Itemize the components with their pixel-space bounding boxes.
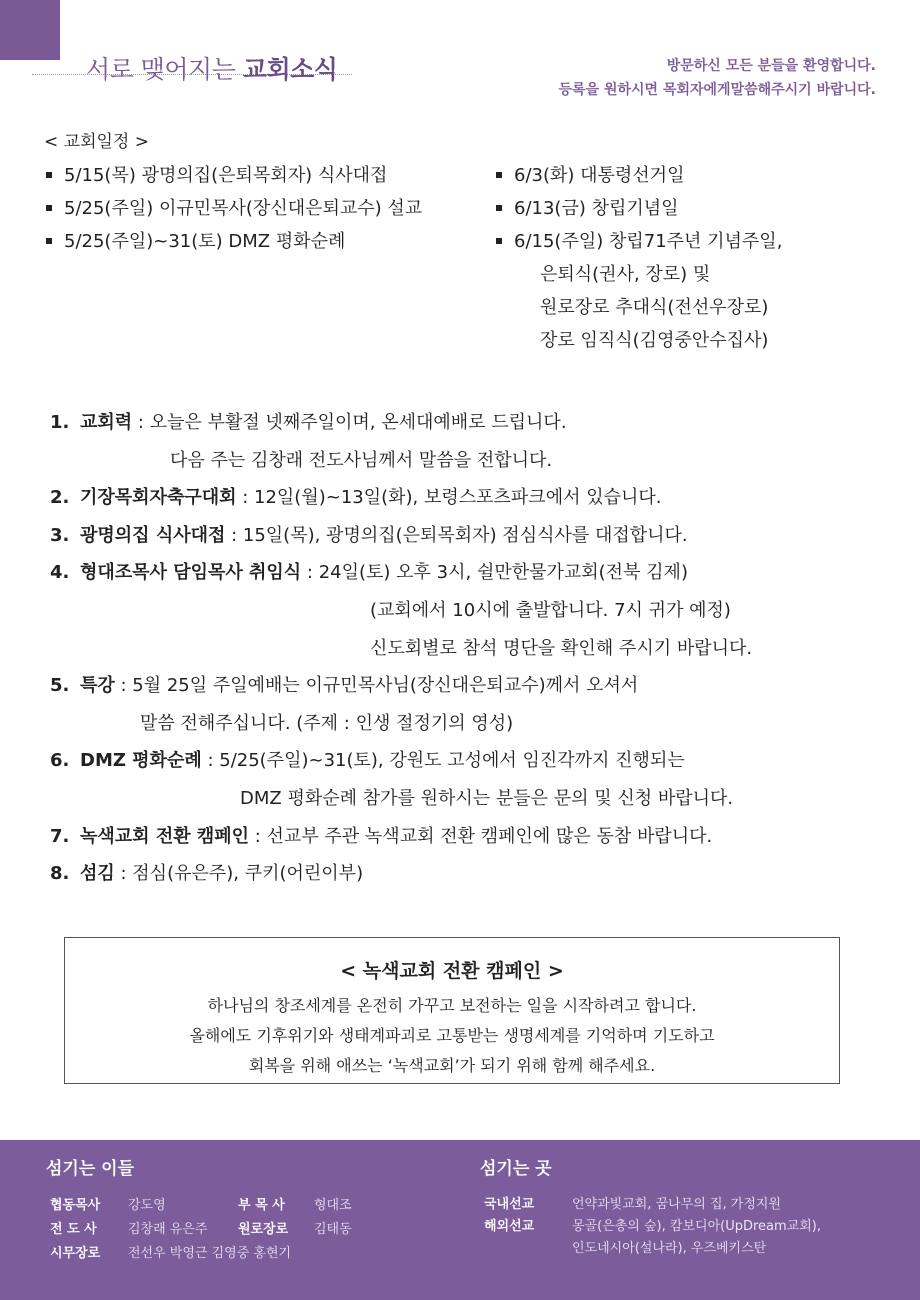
title-light: 서로 맺어지는 — [86, 55, 243, 84]
news-text-continued: 다음 주는 김창래 전도사님께서 말씀을 전합니다. — [170, 449, 553, 471]
server-role: 전 도 사 — [50, 1222, 97, 1237]
place-value: 인도네시아(설나라), 우즈베키스탄 — [572, 1241, 767, 1256]
news-item — [50, 742, 752, 817]
schedule-item: 5/25(주일)~31(토) DMZ 평화순례 — [44, 225, 422, 258]
news-number: 8. — [50, 863, 70, 885]
news-number: 4. — [50, 562, 70, 584]
news-number: 6. — [50, 750, 70, 772]
news-item — [50, 818, 752, 856]
news-number: 1. — [50, 412, 70, 433]
news-heading: DMZ 평화순례 — [80, 750, 202, 772]
server-role: 시무장로 — [50, 1246, 101, 1261]
schedule-item-text: 6/3(화) 대통령선거일 — [514, 165, 685, 186]
schedule-item — [494, 225, 782, 357]
servers-row — [50, 1194, 352, 1218]
place-label — [484, 1238, 572, 1260]
places-title: 섬기는 곳 — [480, 1159, 552, 1179]
news-item — [50, 517, 752, 555]
servers-title: 섬기는 이들 — [46, 1159, 135, 1179]
server-names: 김태동 — [314, 1222, 352, 1237]
news-item — [50, 855, 752, 893]
news-number: 3. — [50, 524, 70, 546]
schedule-item-continuation: 장로 임직식(김영중안수집사) — [540, 330, 769, 351]
news-heading: 특강 — [80, 675, 115, 697]
schedule-item: 5/25(주일) 이규민목사(장신대은퇴교수) 설교 — [44, 192, 422, 225]
schedule-item-continuation: 원로장로 추대식(전선우장로) — [540, 297, 769, 318]
place-label: 해외선교 — [484, 1219, 535, 1234]
news-heading: 기장목회자축구대회 — [80, 487, 237, 509]
news-heading: 교회력 — [80, 412, 133, 433]
news-text: : 15일(목), 광명의집(은퇴목회자) 점심식사를 대접합니다. — [225, 524, 688, 546]
footer — [0, 1140, 920, 1300]
schedule-item — [494, 159, 782, 192]
welcome-line-2: 등록을 원하시면 목회자에게말씀해주시기 바랍니다. — [558, 82, 876, 98]
news-text-continued: 말씀 전해주십니다. (주제 : 인생 절정기의 영성) — [140, 712, 514, 734]
welcome-line-1: 방문하신 모든 분들을 환영합니다. — [666, 58, 876, 74]
news-text: : 점심(유은주), 쿠키(어린이부) — [114, 863, 364, 885]
news-text: : 24일(토) 오후 3시, 쉴만한물가교회(전북 김제) — [301, 562, 688, 584]
servers-row — [50, 1218, 352, 1242]
schedule-item-text: 6/13(금) 창립기념일 — [514, 198, 679, 219]
place-value: 몽골(은총의 숲), 캄보디아(UpDream교회), — [572, 1219, 821, 1234]
news-item — [50, 404, 752, 479]
places-list — [484, 1194, 821, 1260]
news-text-continued: DMZ 평화순례 참가를 원하시는 분들은 문의 및 신청 바랍니다. — [240, 787, 734, 809]
schedule-title: < 교회일정 > — [44, 132, 149, 152]
schedule-item-continuation: 은퇴식(권사, 장로) 및 — [540, 264, 711, 285]
server-names: 형대조 — [314, 1198, 352, 1213]
news-heading: 광명의집 식사대접 — [80, 524, 226, 546]
news-number: 7. — [50, 825, 70, 847]
place-label: 국내선교 — [484, 1197, 535, 1212]
schedule-item-text: 6/15(주일) 창립71주년 기념주일, — [514, 231, 783, 252]
news-text-continued: (교회에서 10시에 출발합니다. 7시 귀가 예정) — [370, 599, 731, 621]
news-heading: 녹색교회 전환 캠페인 — [80, 825, 250, 847]
news-heading: 섬김 — [80, 863, 115, 885]
schedule-left-list — [44, 159, 422, 258]
campaign-title: < 녹색교회 전환 캠페인 > — [340, 960, 564, 982]
places-row — [484, 1238, 821, 1260]
places-row — [484, 1194, 821, 1216]
page-title — [86, 50, 337, 86]
schedule-item — [494, 192, 782, 225]
news-number: 2. — [50, 487, 70, 509]
news-text: : 5월 25일 주일예배는 이규민목사님(장신대은퇴교수)께서 오셔서 — [114, 675, 639, 697]
campaign-box — [64, 937, 840, 1084]
places-row — [484, 1216, 821, 1238]
campaign-text — [65, 991, 839, 1081]
news-text-continued: 신도회별로 참석 명단을 확인해 주시기 바랍니다. — [370, 637, 753, 659]
server-role: 원로장로 — [238, 1222, 289, 1237]
server-role: 부 목 사 — [238, 1198, 285, 1213]
news-heading: 형대조목사 담임목사 취임식 — [80, 562, 302, 584]
news-item — [50, 479, 752, 517]
news-list — [50, 404, 752, 893]
news-text: : 5/25(주일)~31(토), 강원도 고성에서 임진각까지 진행되는 — [201, 750, 685, 772]
server-names: 전선우 박영근 김영중 홍현기 — [128, 1246, 292, 1261]
schedule-item: 5/15(목) 광명의집(은퇴목회자) 식사대접 — [44, 159, 422, 192]
server-names: 김창래 유은주 — [128, 1222, 208, 1237]
server-names: 강도영 — [128, 1198, 166, 1213]
news-text: : 12일(월)~13일(화), 보령스포츠파크에서 있습니다. — [236, 487, 662, 509]
servers-row — [50, 1242, 352, 1266]
server-role: 협동목사 — [50, 1198, 101, 1213]
schedule-right-list — [494, 159, 782, 357]
servers-list — [50, 1194, 352, 1266]
campaign-line: 회복을 위해 애쓰는 ‘녹색교회’가 되기 위해 함께 해주세요. — [248, 1056, 656, 1075]
campaign-line: 하나님의 창조세계를 온전히 가꾸고 보전하는 일을 시작하려고 합니다. — [207, 996, 697, 1015]
news-text: : 선교부 주관 녹색교회 전환 캠페인에 많은 동참 바랍니다. — [249, 825, 713, 847]
corner-accent-block — [0, 0, 60, 60]
news-number: 5. — [50, 675, 70, 697]
news-item — [50, 667, 752, 742]
welcome-message — [559, 54, 876, 102]
news-text: : 오늘은 부활절 넷째주일이며, 온세대예배로 드립니다. — [132, 412, 567, 433]
title-bold: 교회소식 — [242, 55, 338, 84]
campaign-line: 올해에도 기후위기와 생태계파괴로 고통받는 생명세계를 기억하며 기도하고 — [189, 1026, 715, 1045]
news-item — [50, 554, 752, 667]
place-value: 언약과빛교회, 꿈나무의 집, 가정지원 — [572, 1197, 782, 1212]
